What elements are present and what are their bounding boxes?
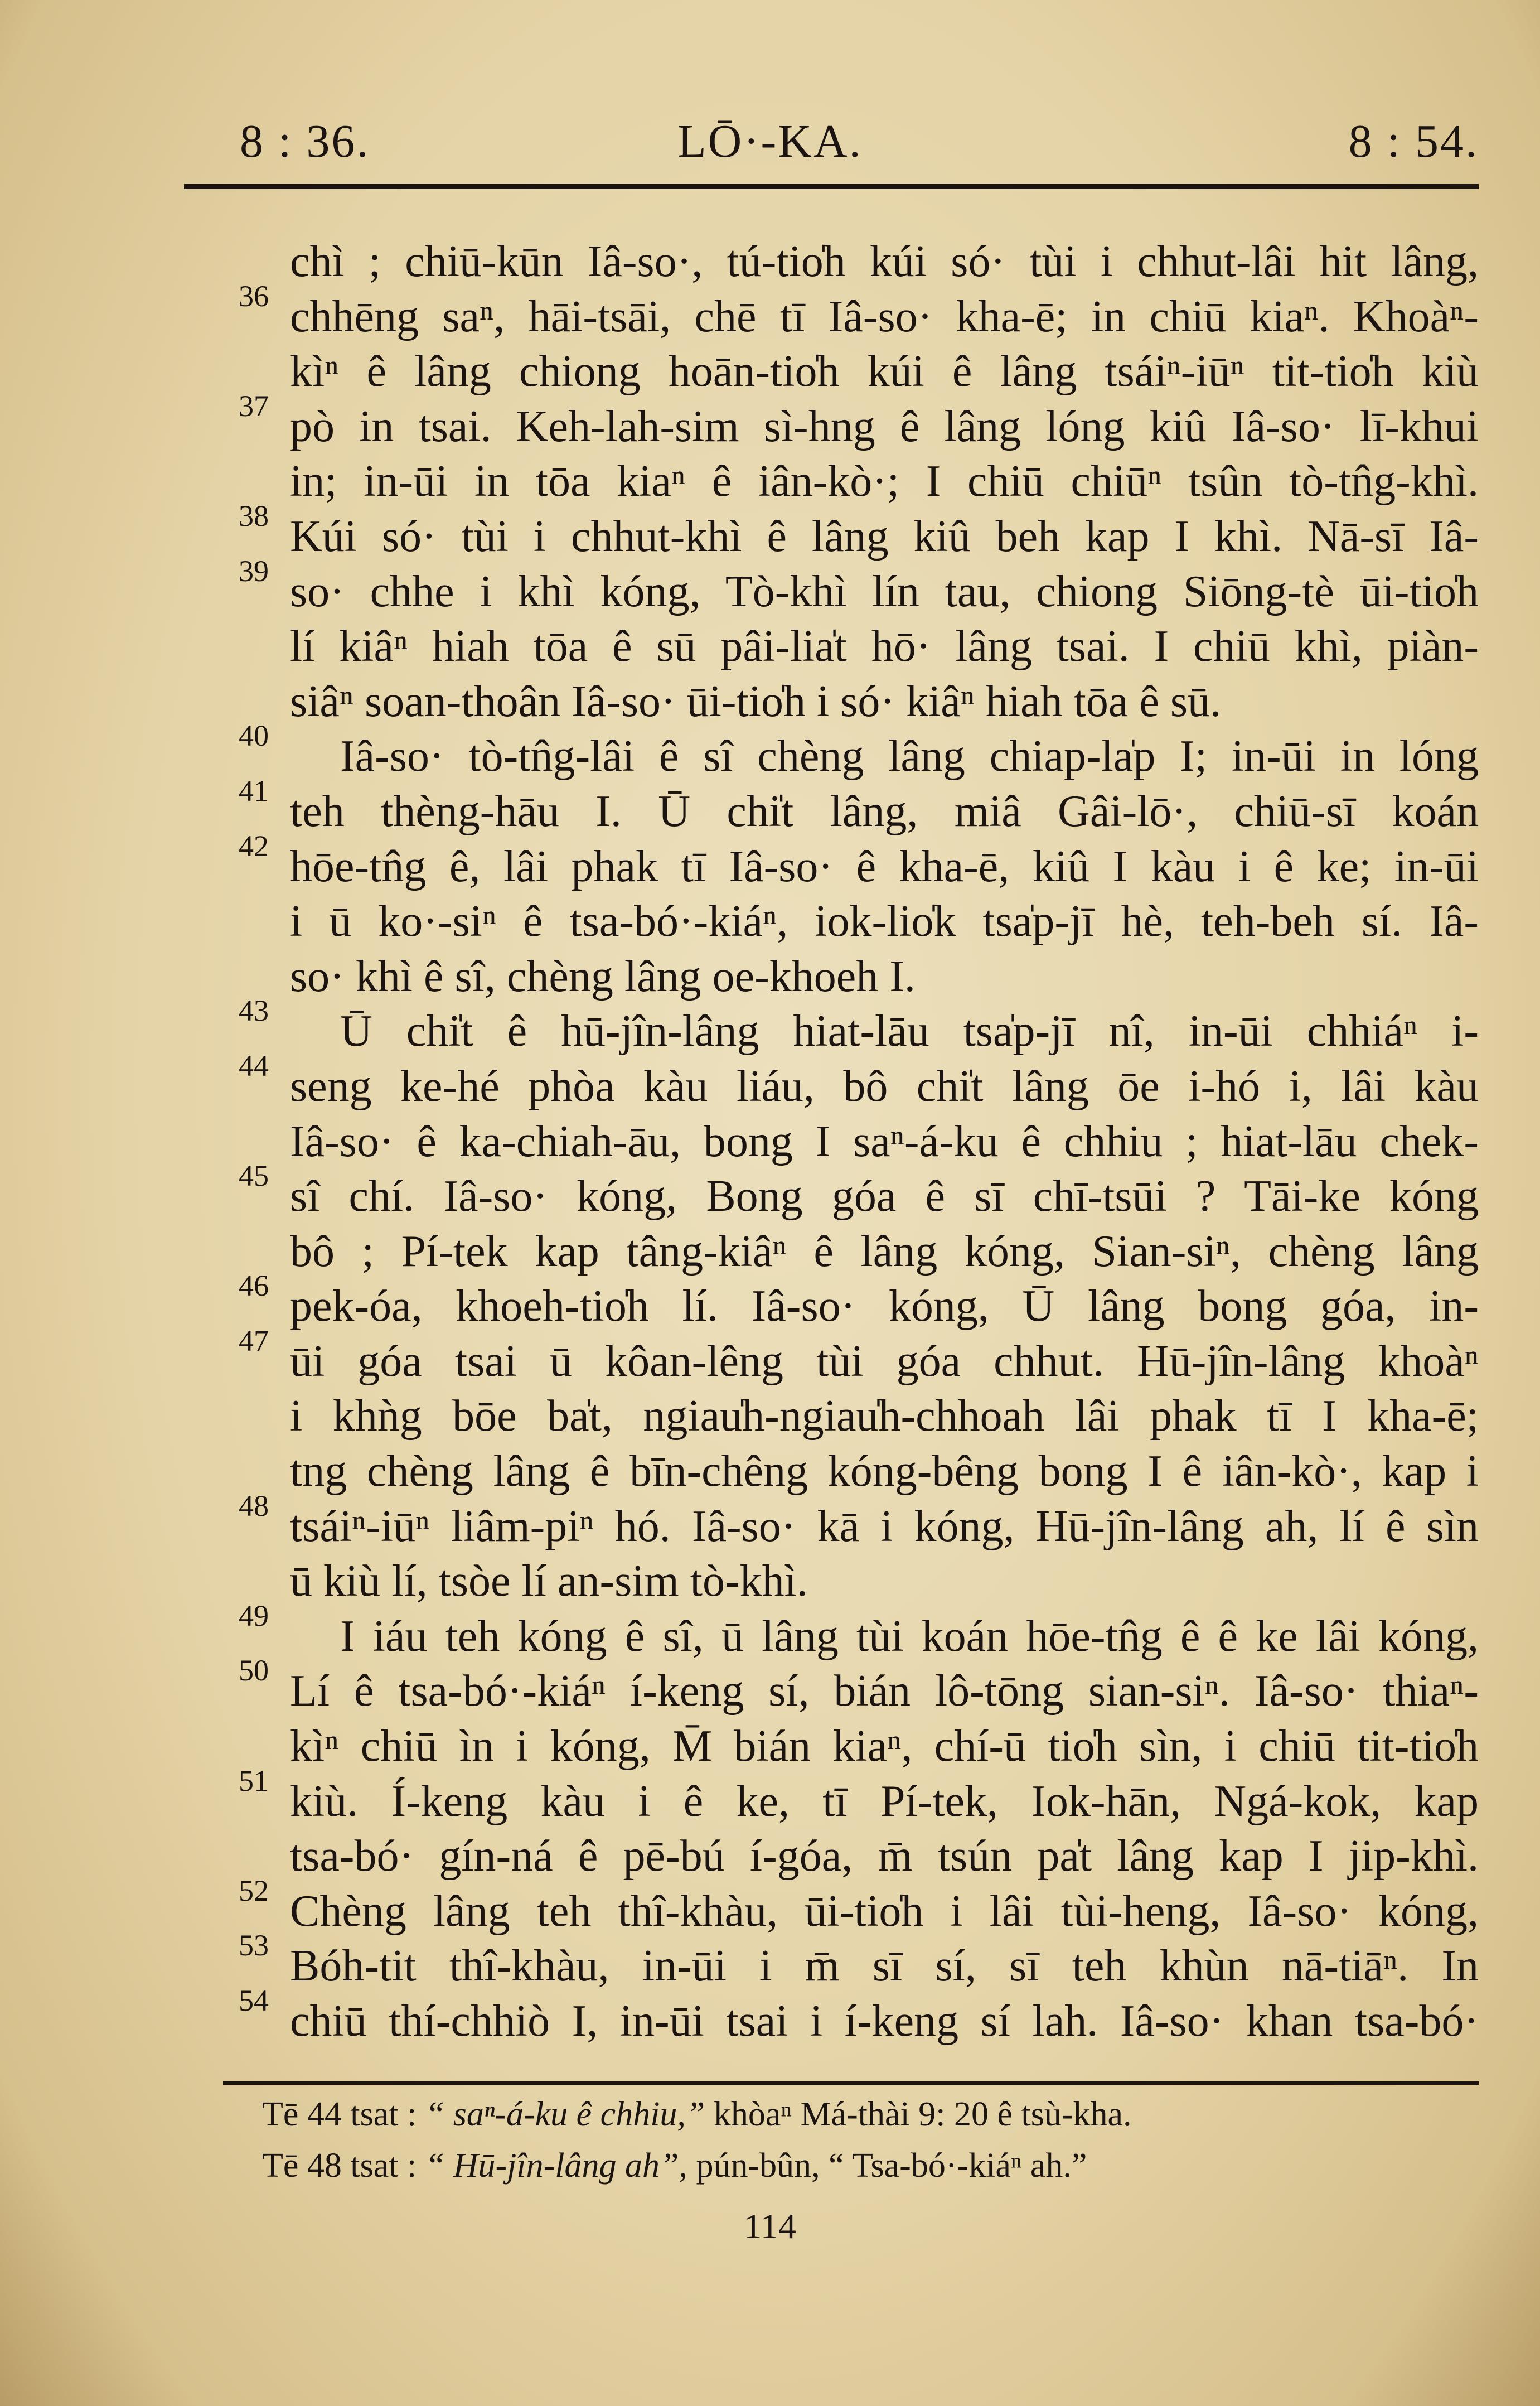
header-right-reference: 8 : 54. [1348, 115, 1479, 167]
main-text [184, 234, 1479, 2049]
verse-number: 46 [239, 1269, 269, 1303]
line-text: Iâ-so· tò-tn̂g-lâi ê sî chèng lâng chiap-la̍p I; in-ūi in lóng [340, 732, 1479, 781]
verse-number: 48 [239, 1489, 269, 1523]
verse-number: 50 [239, 1654, 269, 1688]
text-line [184, 949, 1479, 1004]
line-text: hōe-tn̂g ê, lâi phak tī Iâ-so· ê kha-ē, kiû I kàu i ê ke; in-ūi [290, 842, 1479, 891]
line-text: Ū chi̍t ê hū-jîn-lâng hiat-lāu tsa̍p-jī nî, in-ūi chhiáⁿ i- [340, 1007, 1479, 1056]
verse-number: 53 [239, 1929, 269, 1963]
verse-number: 49 [239, 1598, 269, 1632]
text-line [184, 234, 1479, 289]
line-text: kìⁿ chiū ìn i kóng, M̄ bián kiaⁿ, chí-ū tio̍h sìn, i chiū tit-tio̍h [290, 1722, 1479, 1771]
footnote-text: pún-bûn, “ Tsa-bó·-kiáⁿ ah.” [696, 2147, 1087, 2185]
verse-number: 47 [239, 1323, 269, 1357]
text-line [184, 344, 1479, 399]
verse-number: 43 [239, 994, 269, 1028]
text-line [184, 1929, 1479, 1994]
verse-number: 40 [239, 719, 269, 753]
text-line [184, 1224, 1479, 1279]
line-text: pò in tsai. Keh-lah-sim sì-hng ê lâng lóng kiû Iâ-so· lī-khui [290, 402, 1479, 451]
line-text: chiū thí-chhiò I, in-ūi tsai i í-keng sí lah. Iâ-so· khan tsa-bó· [290, 1997, 1479, 2046]
footnote-text: khòaⁿ Má-thài 9: 20 ê tsù-kha. [713, 2095, 1132, 2133]
text-line [184, 994, 1479, 1059]
header-book-title: LŌ·-KA. [677, 115, 863, 167]
line-text: i khǹg bōe ba̍t, ngiau̍h-ngiau̍h-chhoah lâi phak tī I kha-ē; [290, 1392, 1479, 1441]
line-text: pek-óa, khoeh-tio̍h lí. Iâ-so· kóng, Ū lâng bong góa, in- [290, 1282, 1479, 1331]
text-line [184, 554, 1479, 620]
text-line [184, 1829, 1479, 1884]
text-line [184, 279, 1479, 345]
line-text: Lí ê tsa-bó·-kiáⁿ í-keng sí, bián lô-tōng sian-siⁿ. Iâ-so· thiaⁿ- [290, 1666, 1479, 1716]
line-text: seng ke-hé phòa kàu liáu, bô chi̍t lâng ōe i-hó i, lâi kàu [290, 1061, 1479, 1111]
verse-number: 38 [239, 499, 269, 533]
line-text: chì ; chiū-kūn Iâ-so·, tú-tio̍h kúi só· tùi i chhut-lâi hit lâng, [290, 237, 1479, 286]
verse-number: 42 [239, 829, 269, 863]
line-text: in; in-ūi in tōa kiaⁿ ê iân-kò·; I chiū chiūⁿ tsûn tò-tn̂g-khì. [290, 457, 1479, 506]
line-text: Chèng lâng teh thî-khàu, ūi-tio̍h i lâi tùi-heng, Iâ-so· kóng, [290, 1886, 1479, 1936]
line-text: teh thèng-hāu I. Ū chi̍t lâng, miâ Gâi-lō·, chiū-sī koán [290, 786, 1479, 836]
header-rule [184, 184, 1479, 189]
text-line [184, 1269, 1479, 1334]
verse-number: 45 [239, 1159, 269, 1193]
text-line [184, 894, 1479, 949]
line-text: bô ; Pí-tek kap tâng-kiâⁿ ê lâng kóng, Sian-siⁿ, chèng lâng [290, 1226, 1479, 1276]
text-line [184, 1554, 1479, 1609]
line-text: tsa-bó· gín-ná ê pē-bú í-góa, m̄ tsún pa̍t lâng kap I jip-khì. [290, 1832, 1479, 1881]
line-text: lí kiâⁿ hiah tōa ê sū pâi-lia̍t hō· lâng tsai. I chiū khì, piàn- [290, 622, 1479, 671]
line-text: siâⁿ soan-thoân Iâ-so· ūi-tio̍h i só· kiâⁿ hiah tōa ê sū. [290, 677, 1221, 726]
verse-number: 39 [239, 554, 269, 588]
text-line [184, 619, 1479, 674]
line-text: chhēng saⁿ, hāi-tsāi, chē tī Iâ-so· kha-ē; in chiū kiaⁿ. Khoàⁿ- [290, 292, 1479, 341]
text-line [184, 1764, 1479, 1829]
text-line [184, 454, 1479, 509]
text-line [184, 1489, 1479, 1554]
verse-number: 52 [239, 1873, 269, 1907]
text-line [184, 719, 1479, 784]
line-text: ū kiù lí, tsòe lí an-sim tò-khì. [290, 1557, 808, 1606]
text-line [184, 1984, 1479, 2049]
text-line [184, 1654, 1479, 1719]
footnote [262, 2089, 1456, 2140]
footnote [262, 2140, 1456, 2191]
footnote-quote: “ saⁿ-á-ku ê chhiu,” [425, 2095, 705, 2133]
text-line [184, 829, 1479, 895]
text-line [184, 674, 1479, 729]
text-line [184, 774, 1479, 839]
page-number: 114 [744, 2206, 796, 2246]
line-text: I iáu teh kóng ê sî, ū lâng tùi koán hōe-tn̂g ê ê ke lâi kóng, [340, 1611, 1479, 1661]
verse-number: 51 [239, 1764, 269, 1798]
line-text: Bóh-tit thî-khàu, in-ūi i m̄ sī sí, sī teh khùn nā-tiāⁿ. In [290, 1941, 1479, 1991]
text-line [184, 1598, 1479, 1664]
line-text: i ū ko·-siⁿ ê tsa-bó·-kiáⁿ, iok-lio̍k tsa̍p-jī hè, teh-beh sí. Iâ- [290, 897, 1479, 946]
footnote-prefix: Tē 48 tsat : [262, 2147, 417, 2185]
verse-number: 54 [239, 1984, 269, 2017]
verse-number: 44 [239, 1049, 269, 1083]
line-text: sî chí. Iâ-so· kóng, Bong góa ê sī chī-tsūi ? Tāi-ke kóng [290, 1172, 1479, 1221]
line-text: tng chèng lâng ê bīn-chêng kóng-bêng bong I ê iân-kò·, kap i [290, 1447, 1479, 1496]
text-line [184, 1389, 1479, 1444]
footnote-prefix: Tē 44 tsat : [262, 2095, 417, 2133]
line-text: Iâ-so· ê ka-chiah-āu, bong I saⁿ-á-ku ê chhiu ; hiat-lāu chek- [290, 1117, 1479, 1166]
footnote-quote: “ Hū-jîn-lâng ah”, [425, 2147, 687, 2185]
text-line [184, 499, 1479, 564]
footnote-rule [223, 2081, 1479, 2085]
line-text: tsáiⁿ-iūⁿ liâm-piⁿ hó. Iâ-so· kā i kóng, Hū-jîn-lâng ah, lí ê sìn [290, 1501, 1479, 1551]
text-line [184, 1159, 1479, 1224]
line-text: so· khì ê sî, chèng lâng oe-khoeh I. [290, 951, 916, 1001]
verse-number: 37 [239, 389, 269, 423]
verse-number: 36 [239, 279, 269, 313]
verse-number: 41 [239, 774, 269, 808]
text-line [184, 1873, 1479, 1939]
line-text: kiù. Í-keng kàu i ê ke, tī Pí-tek, Iok-hān, Ngá-kok, kap [290, 1776, 1479, 1826]
text-line [184, 389, 1479, 455]
text-line [184, 1323, 1479, 1389]
footnotes [262, 2089, 1456, 2191]
line-text: ūi góa tsai ū kôan-lêng tùi góa chhut. Hū-jîn-lâng khoàⁿ [290, 1336, 1479, 1386]
text-line [184, 1719, 1479, 1774]
line-text: so· chhe i khì kóng, Tò-khì lín tau, chiong Siōng-tè ūi-tio̍h [290, 567, 1479, 616]
line-text: kìⁿ ê lâng chiong hoān-tio̍h kúi ê lâng tsáiⁿ-iūⁿ tit-tio̍h kiù [290, 347, 1479, 397]
text-line [184, 1049, 1479, 1114]
line-text: Kúi só· tùi i chhut-khì ê lâng kiû beh kap I khì. Nā-sī Iâ- [290, 511, 1479, 561]
text-line [184, 1444, 1479, 1499]
text-line [184, 1114, 1479, 1170]
header-left-reference: 8 : 36. [240, 115, 370, 167]
